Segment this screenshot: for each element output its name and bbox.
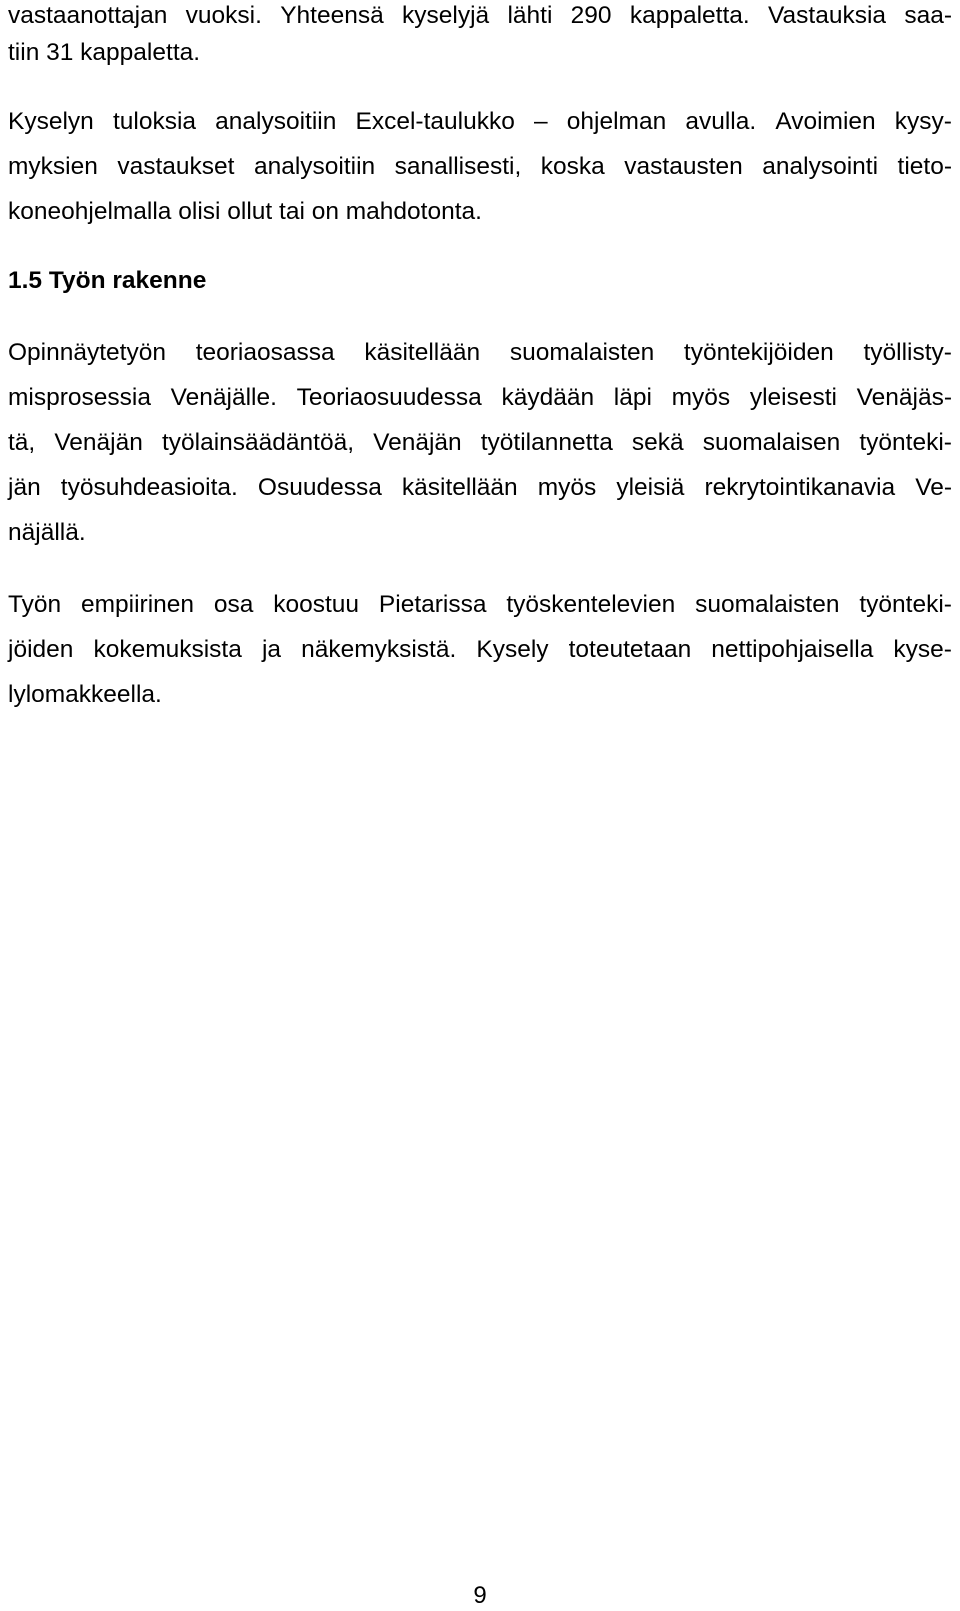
paragraph-line: näjällä. [8, 519, 86, 546]
paragraph-line: jän työsuhdeasioita. Osuudessa käsitellään myös yleisiä rekrytointikanavia Ve- [8, 474, 952, 501]
paragraph-line: koneohjelmalla olisi ollut tai on mahdotonta. [8, 198, 482, 225]
page-number: 9 [473, 1582, 487, 1609]
paragraph-line: jöiden kokemuksista ja näkemyksistä. Kysely toteutetaan nettipohjaisella kyse- [8, 636, 952, 663]
paragraph-line: myksien vastaukset analysoitiin sanallisesti, koska vastausten analysointi tieto- [8, 153, 952, 180]
paragraph-line: misprosessia Venäjälle. Teoriaosuudessa käydään läpi myös yleisesti Venäjäs- [8, 384, 952, 411]
paragraph-line: Opinnäytetyön teoriaosassa käsitellään suomalaisten työntekijöiden työllisty- [8, 339, 952, 366]
paragraph-line: tä, Venäjän työlainsäädäntöä, Venäjän työtilannetta sekä suomalaisen työnteki- [8, 429, 952, 456]
paragraph-line: tiin 31 kappaletta. [8, 39, 201, 66]
paragraph-line: Kyselyn tuloksia analysoitiin Excel-taulukko – ohjelman avulla. Avoimien kysy- [8, 108, 952, 135]
paragraph-line: Työn empiirinen osa koostuu Pietarissa työskentelevien suomalaisten työnteki- [8, 591, 952, 618]
section-heading: 1.5 Työn rakenne [8, 267, 207, 294]
paragraph-line: vastaanottajan vuoksi. Yhteensä kyselyjä lähti 290 kappaletta. Vastauksia saa- [8, 2, 952, 29]
paragraph-line: lylomakkeella. [8, 681, 162, 708]
